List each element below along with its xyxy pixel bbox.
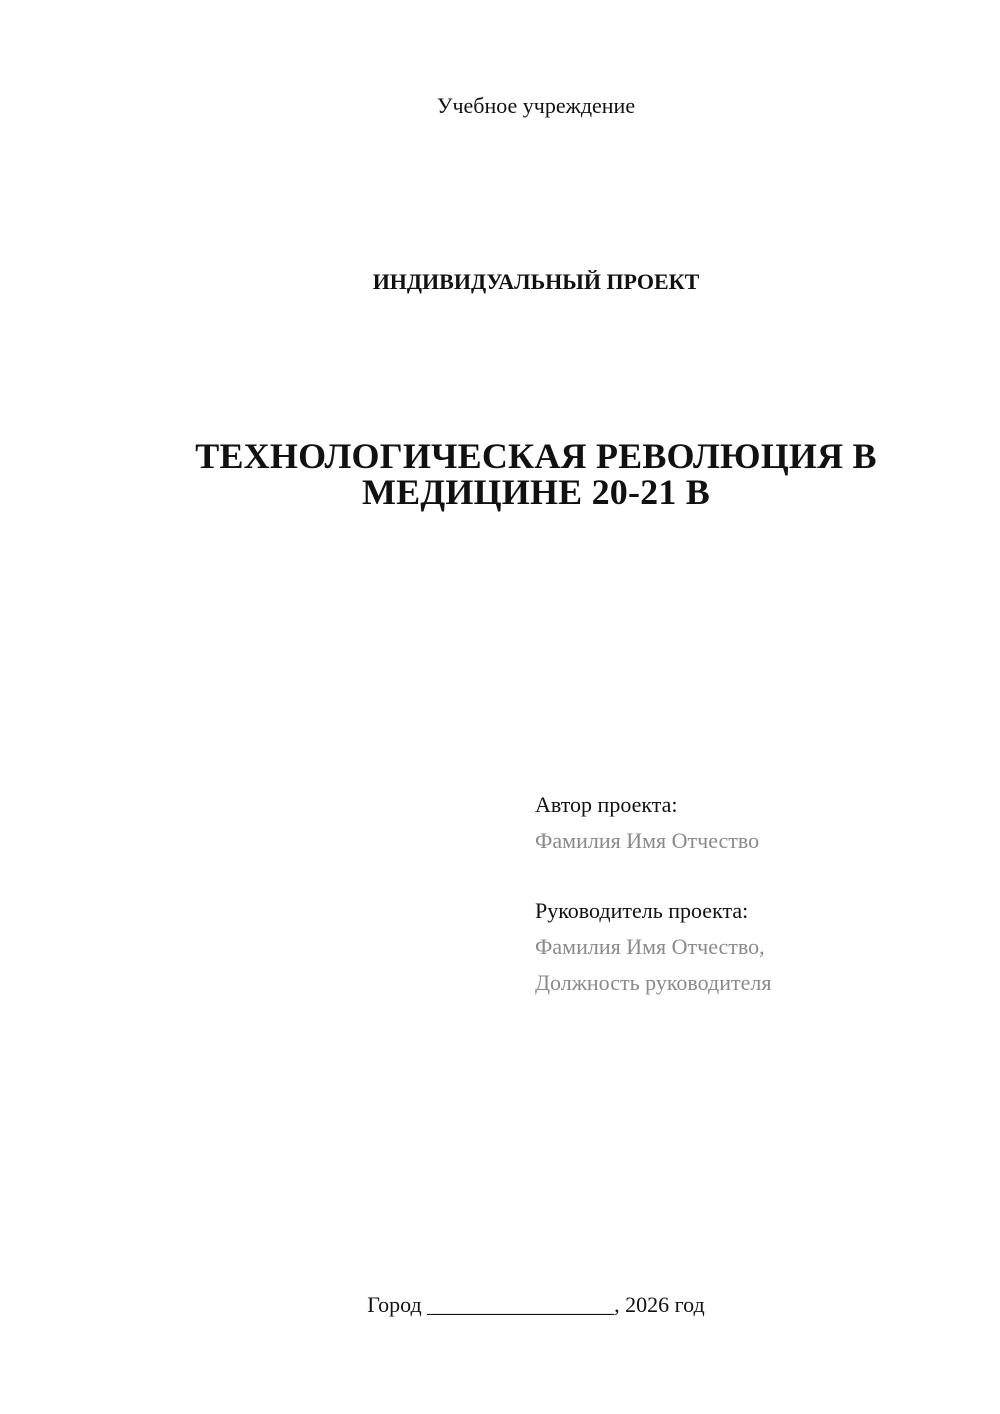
author-name: Фамилия Имя Отчество bbox=[535, 828, 760, 853]
project-type-heading: ИНДИВИДУАЛЬНЫЙ ПРОЕКТ bbox=[372, 269, 700, 294]
project-title bbox=[0, 438, 1000, 510]
city-year-line: Город _________________, 2026 год bbox=[367, 1292, 705, 1317]
credits-spacer bbox=[535, 859, 975, 893]
project-title-line-1: ТЕХНОЛОГИЧЕСКАЯ РЕВОЛЮЦИЯ В bbox=[195, 436, 877, 476]
supervisor-position: Должность руководителя bbox=[535, 970, 772, 995]
supervisor-label: Руководитель проекта: bbox=[535, 898, 749, 923]
project-credits bbox=[535, 787, 975, 1001]
supervisor-name: Фамилия Имя Отчество, bbox=[535, 934, 765, 959]
author-label: Автор проекта: bbox=[535, 792, 678, 817]
project-title-line-2: МЕДИЦИНЕ 20-21 В bbox=[362, 472, 710, 512]
institution-name: Учебное учреждение bbox=[436, 93, 636, 118]
